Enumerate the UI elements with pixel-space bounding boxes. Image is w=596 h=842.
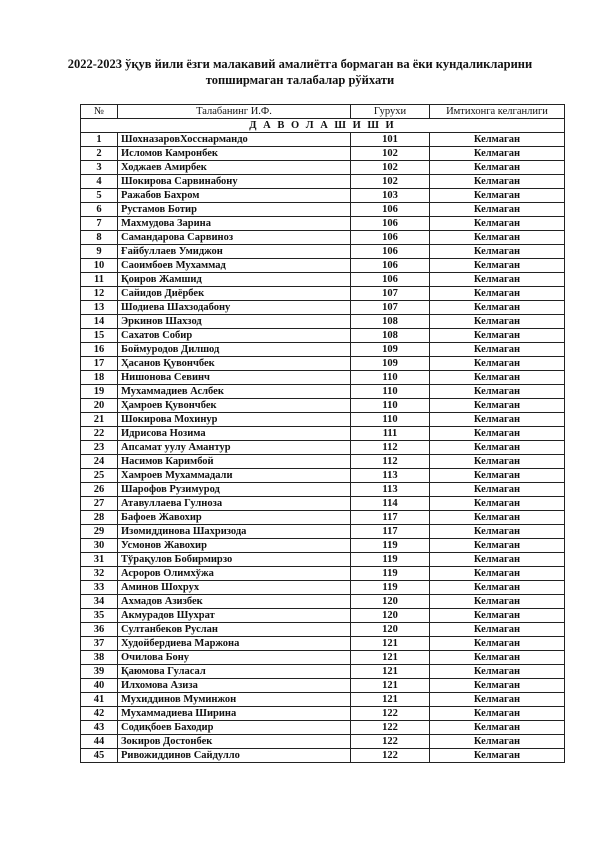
table-row — [81, 469, 565, 483]
group-number: 121 — [351, 693, 430, 707]
group-number: 110 — [351, 385, 430, 399]
student-name: Қаюмова Гуласал — [118, 665, 351, 679]
student-name: Сахатов Собир — [118, 329, 351, 343]
group-number: 101 — [351, 133, 430, 147]
row-number: 38 — [81, 651, 118, 665]
group-number: 102 — [351, 147, 430, 161]
attendance-status: Келмаган — [430, 147, 565, 161]
row-number: 36 — [81, 623, 118, 637]
row-number: 32 — [81, 567, 118, 581]
row-number: 18 — [81, 371, 118, 385]
attendance-status: Келмаган — [430, 133, 565, 147]
student-name: Атавуллаева Гулноза — [118, 497, 351, 511]
student-name: Ҳасанов Қувончбек — [118, 357, 351, 371]
row-number: 12 — [81, 287, 118, 301]
student-name: Усмонов Жавохир — [118, 539, 351, 553]
student-name: Содиқбоев Баходир — [118, 721, 351, 735]
table-row — [81, 273, 565, 287]
student-name: Султанбеков Руслан — [118, 623, 351, 637]
row-number: 24 — [81, 455, 118, 469]
attendance-status: Келмаган — [430, 161, 565, 175]
table-row — [81, 441, 565, 455]
group-number: 112 — [351, 441, 430, 455]
table-row — [81, 133, 565, 147]
group-number: 122 — [351, 707, 430, 721]
student-name: Хамроев Мухаммадали — [118, 469, 351, 483]
group-number: 106 — [351, 231, 430, 245]
table-row — [81, 665, 565, 679]
group-number: 112 — [351, 455, 430, 469]
attendance-status: Келмаган — [430, 175, 565, 189]
attendance-status: Келмаган — [430, 693, 565, 707]
table-row — [81, 651, 565, 665]
student-name: Мухаммадиева Ширина — [118, 707, 351, 721]
attendance-status: Келмаган — [430, 609, 565, 623]
group-number: 111 — [351, 427, 430, 441]
group-number: 113 — [351, 483, 430, 497]
student-name: Саоимбоев Мухаммад — [118, 259, 351, 273]
attendance-status: Келмаган — [430, 399, 565, 413]
row-number: 3 — [81, 161, 118, 175]
attendance-status: Келмаган — [430, 371, 565, 385]
table-row — [81, 301, 565, 315]
group-number: 107 — [351, 301, 430, 315]
row-number: 43 — [81, 721, 118, 735]
attendance-status: Келмаган — [430, 581, 565, 595]
group-number: 122 — [351, 721, 430, 735]
attendance-status: Келмаган — [430, 525, 565, 539]
attendance-status: Келмаган — [430, 217, 565, 231]
attendance-status: Келмаган — [430, 413, 565, 427]
group-number: 106 — [351, 203, 430, 217]
student-name: Ғайбуллаев Умиджон — [118, 245, 351, 259]
attendance-status: Келмаган — [430, 301, 565, 315]
student-table — [80, 104, 565, 763]
row-number: 7 — [81, 217, 118, 231]
group-number: 110 — [351, 371, 430, 385]
student-name: Насимов Каримбой — [118, 455, 351, 469]
header-exam-attendance: Имтихонга келганлиги — [430, 105, 565, 119]
attendance-status: Келмаган — [430, 749, 565, 763]
student-name: Рустамов Ботир — [118, 203, 351, 217]
group-number: 110 — [351, 413, 430, 427]
group-number: 117 — [351, 511, 430, 525]
row-number: 34 — [81, 595, 118, 609]
student-name: Очилова Бону — [118, 651, 351, 665]
table-row — [81, 343, 565, 357]
attendance-status: Келмаган — [430, 511, 565, 525]
attendance-status: Келмаган — [430, 553, 565, 567]
student-name: Шокирова Сарвинабону — [118, 175, 351, 189]
group-number: 109 — [351, 343, 430, 357]
student-name: Қоиров Жамшид — [118, 273, 351, 287]
student-name: ШохназаровХосснармандо — [118, 133, 351, 147]
table-row — [81, 721, 565, 735]
table-row — [81, 315, 565, 329]
group-number: 121 — [351, 637, 430, 651]
table-row — [81, 595, 565, 609]
student-name: Шокирова Мохинур — [118, 413, 351, 427]
row-number: 13 — [81, 301, 118, 315]
row-number: 20 — [81, 399, 118, 413]
row-number: 11 — [81, 273, 118, 287]
attendance-status: Келмаган — [430, 287, 565, 301]
group-number: 120 — [351, 595, 430, 609]
group-number: 122 — [351, 735, 430, 749]
student-name: Илхомова Азиза — [118, 679, 351, 693]
student-name: Ражабов Бахром — [118, 189, 351, 203]
student-name: Сайидов Диёрбек — [118, 287, 351, 301]
table-row — [81, 637, 565, 651]
group-number: 102 — [351, 161, 430, 175]
student-name: Бафоев Жавохир — [118, 511, 351, 525]
row-number: 16 — [81, 343, 118, 357]
group-number: 121 — [351, 679, 430, 693]
row-number: 5 — [81, 189, 118, 203]
row-number: 28 — [81, 511, 118, 525]
row-number: 42 — [81, 707, 118, 721]
table-row — [81, 749, 565, 763]
student-name: Асроров Олимхўжа — [118, 567, 351, 581]
table-header — [81, 105, 565, 119]
attendance-status: Келмаган — [430, 595, 565, 609]
row-number: 4 — [81, 175, 118, 189]
group-number: 121 — [351, 665, 430, 679]
table-row — [81, 147, 565, 161]
table-row — [81, 161, 565, 175]
student-name: Ҳамроев Қувончбек — [118, 399, 351, 413]
student-name: Самандарова Сарвиноз — [118, 231, 351, 245]
row-number: 1 — [81, 133, 118, 147]
student-name: Тўрақулов Бобирмирзо — [118, 553, 351, 567]
section-row — [81, 119, 565, 133]
attendance-status: Келмаган — [430, 259, 565, 273]
row-number: 41 — [81, 693, 118, 707]
attendance-status: Келмаган — [430, 441, 565, 455]
row-number: 6 — [81, 203, 118, 217]
row-number: 8 — [81, 231, 118, 245]
table-row — [81, 427, 565, 441]
header-student-name: Талабанинг И.Ф. — [118, 105, 351, 119]
row-number: 19 — [81, 385, 118, 399]
table-row — [81, 511, 565, 525]
attendance-status: Келмаган — [430, 455, 565, 469]
attendance-status: Келмаган — [430, 245, 565, 259]
row-number: 25 — [81, 469, 118, 483]
attendance-status: Келмаган — [430, 189, 565, 203]
student-name: Ривожиддинов Сайдулло — [118, 749, 351, 763]
table-row — [81, 539, 565, 553]
row-number: 15 — [81, 329, 118, 343]
table-row — [81, 609, 565, 623]
row-number: 9 — [81, 245, 118, 259]
table-row — [81, 231, 565, 245]
group-number: 106 — [351, 245, 430, 259]
attendance-status: Келмаган — [430, 357, 565, 371]
table-row — [81, 455, 565, 469]
table-row — [81, 371, 565, 385]
group-number: 107 — [351, 287, 430, 301]
row-number: 27 — [81, 497, 118, 511]
group-number: 106 — [351, 273, 430, 287]
table-row — [81, 581, 565, 595]
table-row — [81, 399, 565, 413]
table-body — [81, 119, 565, 763]
student-name: Эркинов Шахзод — [118, 315, 351, 329]
table-row — [81, 413, 565, 427]
student-name: Акмурадов Шухрат — [118, 609, 351, 623]
table-row — [81, 203, 565, 217]
header-row — [81, 105, 565, 119]
attendance-status: Келмаган — [430, 567, 565, 581]
table-row — [81, 497, 565, 511]
row-number: 23 — [81, 441, 118, 455]
table-row — [81, 693, 565, 707]
row-number: 35 — [81, 609, 118, 623]
group-number: 119 — [351, 567, 430, 581]
row-number: 31 — [81, 553, 118, 567]
header-number: № — [81, 105, 118, 119]
row-number: 45 — [81, 749, 118, 763]
group-number: 121 — [351, 651, 430, 665]
attendance-status: Келмаган — [430, 707, 565, 721]
row-number: 21 — [81, 413, 118, 427]
attendance-status: Келмаган — [430, 469, 565, 483]
student-name: Махмудова Зарина — [118, 217, 351, 231]
table-row — [81, 483, 565, 497]
row-number: 30 — [81, 539, 118, 553]
group-number: 119 — [351, 553, 430, 567]
student-name: Изомиддинова Шахризода — [118, 525, 351, 539]
attendance-status: Келмаган — [430, 665, 565, 679]
row-number: 14 — [81, 315, 118, 329]
attendance-status: Келмаган — [430, 273, 565, 287]
attendance-status: Келмаган — [430, 315, 565, 329]
row-number: 22 — [81, 427, 118, 441]
section-title: Д А В О Л А Ш И Ш И — [81, 119, 565, 133]
table-row — [81, 385, 565, 399]
group-number: 113 — [351, 469, 430, 483]
table-row — [81, 357, 565, 371]
group-number: 106 — [351, 217, 430, 231]
attendance-status: Келмаган — [430, 721, 565, 735]
group-number: 117 — [351, 525, 430, 539]
group-number: 114 — [351, 497, 430, 511]
attendance-status: Келмаган — [430, 735, 565, 749]
attendance-status: Келмаган — [430, 623, 565, 637]
attendance-status: Келмаган — [430, 483, 565, 497]
row-number: 44 — [81, 735, 118, 749]
row-number: 40 — [81, 679, 118, 693]
attendance-status: Келмаган — [430, 203, 565, 217]
group-number: 108 — [351, 315, 430, 329]
attendance-status: Келмаган — [430, 343, 565, 357]
group-number: 108 — [351, 329, 430, 343]
student-name: Боймуродов Дилшод — [118, 343, 351, 357]
row-number: 10 — [81, 259, 118, 273]
attendance-status: Келмаган — [430, 497, 565, 511]
row-number: 2 — [81, 147, 118, 161]
group-number: 119 — [351, 539, 430, 553]
table-row — [81, 679, 565, 693]
student-name: Аминов Шохрух — [118, 581, 351, 595]
attendance-status: Келмаган — [430, 637, 565, 651]
table-row — [81, 567, 565, 581]
table-row — [81, 287, 565, 301]
attendance-status: Келмаган — [430, 385, 565, 399]
group-number: 109 — [351, 357, 430, 371]
group-number: 122 — [351, 749, 430, 763]
header-group: Гурухи — [351, 105, 430, 119]
row-number: 37 — [81, 637, 118, 651]
table-row — [81, 245, 565, 259]
table-row — [81, 623, 565, 637]
row-number: 17 — [81, 357, 118, 371]
student-name: Шарофов Рузимурод — [118, 483, 351, 497]
table-row — [81, 217, 565, 231]
table-row — [81, 189, 565, 203]
table-row — [81, 735, 565, 749]
group-number: 119 — [351, 581, 430, 595]
student-name: Мухиддинов Муминжон — [118, 693, 351, 707]
row-number: 39 — [81, 665, 118, 679]
table-row — [81, 525, 565, 539]
row-number: 29 — [81, 525, 118, 539]
group-number: 102 — [351, 175, 430, 189]
student-name: Зокиров Достонбек — [118, 735, 351, 749]
table-row — [81, 329, 565, 343]
attendance-status: Келмаган — [430, 679, 565, 693]
table-row — [81, 553, 565, 567]
group-number: 120 — [351, 623, 430, 637]
row-number: 26 — [81, 483, 118, 497]
student-name: Мухаммадиев Аслбек — [118, 385, 351, 399]
row-number: 33 — [81, 581, 118, 595]
attendance-status: Келмаган — [430, 539, 565, 553]
document-title: 2022-2023 ўқув йили ёзги малакавий амалиётга бормаган ва ёки кундаликларини топширмаган талабалар рўйхати — [67, 57, 533, 87]
attendance-status: Келмаган — [430, 427, 565, 441]
table-row — [81, 707, 565, 721]
group-number: 110 — [351, 399, 430, 413]
student-name: Нишонова Севинч — [118, 371, 351, 385]
group-number: 103 — [351, 189, 430, 203]
table-row — [81, 259, 565, 273]
student-name: Шодиева Шахзодабону — [118, 301, 351, 315]
student-name: Ходжаев Амирбек — [118, 161, 351, 175]
attendance-status: Келмаган — [430, 231, 565, 245]
student-name: Апсамат уулу Амантур — [118, 441, 351, 455]
attendance-status: Келмаган — [430, 329, 565, 343]
student-name: Идрисова Нозима — [118, 427, 351, 441]
group-number: 120 — [351, 609, 430, 623]
student-name: Ахмадов Азизбек — [118, 595, 351, 609]
student-name: Худойбердиева Маржона — [118, 637, 351, 651]
student-name: Исломов Камронбек — [118, 147, 351, 161]
group-number: 106 — [351, 259, 430, 273]
attendance-status: Келмаган — [430, 651, 565, 665]
table-row — [81, 175, 565, 189]
